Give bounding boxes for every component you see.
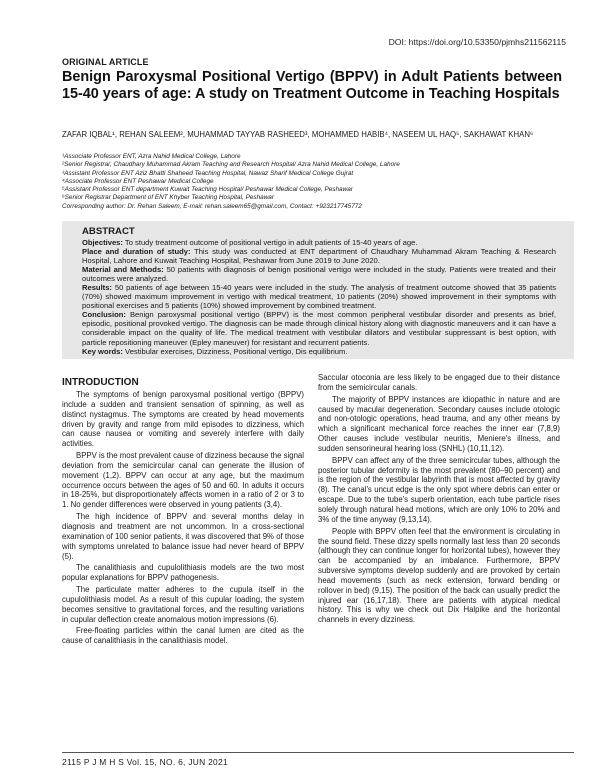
methods-text: 50 patients with diagnosis of benign positional vertigo were included in the study. Patients were treated and their outcomes were analyzed.: [82, 265, 556, 284]
right-paragraph-3: People with BPPV often feel that the environment is circulating in the sound field. These dizzy spells normally last less than 20 seconds (although they can continue longer for horizontal tubes), however they can be accompanied by an imbalance. Furthermore, BPPV subversive symptoms develop suddenly and are provoked by certain head movements (such as neck extension, forward bending or rollover in bed) (9,15). The position of the back can usually predict the injured ear (16,17,18). There are patients with atypical medical history. This is why we check out Dix Halpike and the horizontal channels in every dizziness.: [318, 526, 560, 625]
right-column: [318, 373, 560, 627]
affiliation-1: ¹Associate Professor ENT, Azra Nahid Medical College, Lahore: [62, 153, 241, 160]
abstract-place: [82, 247, 556, 265]
article-title: Benign Paroxysmal Positional Vertigo (BPPV) in Adult Patients between 15-40 years of age: A study on Treatment Outcome in Teaching Hospitals: [62, 69, 562, 103]
abstract-methods: [82, 265, 556, 283]
abstract-objectives: [82, 238, 556, 247]
introduction-heading: INTRODUCTION: [62, 377, 139, 388]
affiliation-2: ²Senior Registrar, Chaudhary Muhammad Akram Teaching and Research Hospital/ Azra Nahid Medical College, Lahore: [62, 161, 400, 169]
intro-paragraph-3: The high incidence of BPPV and several months delay in diagnosis and treatment are not uncommon. In a cross-sectional examination of 100 senior patients, it was discovered that 9% of those with symptoms unrelated to balance issue had never heard of BPPV (5).: [62, 512, 304, 561]
keywords-text: Vestibular exercises, Dizziness, Positional vertigo, Dis equilibrium.: [122, 346, 348, 356]
methods-label: Material and Methods:: [82, 265, 164, 275]
conclusion-label: Conclusion:: [82, 310, 126, 320]
affiliations: [62, 153, 562, 211]
article-type-label: ORIGINAL ARTICLE: [62, 57, 149, 67]
intro-paragraph-5: The particulate matter adheres to the cupula itself in the cupulolithiasis model. As a result of this cupular loading, the system becomes sensitive to gravitational forces, and the resulting variations in cupular deflection create anomalous motion impressions (6).: [62, 585, 304, 624]
objectives-text: To study treatment outcome of positional vertigo in adult patients of 15-40 years of age.: [122, 238, 418, 247]
right-paragraph-1: The majority of BPPV instances are idiopathic in nature and are caused by macular degeneration. Secondary causes include otologic and non-otologic operations, head trauma, and any other means by which a significant mechanical force reaches the inner ear (7,8,9) Other causes include vestibular neuritis, Meniere's illness, and sudden sensorineural hearing loss (SNHL) (10,11,12).: [318, 394, 560, 453]
affiliation-5: ⁵Assistant Professor ENT department Kuwait Teaching Hospital/ Peshawar Medical College, Peshawar: [62, 186, 353, 194]
left-column: [62, 377, 304, 648]
abstract-heading: ABSTRACT: [82, 226, 135, 237]
conclusion-text: Benign paroxysmal positional vertigo (BPPV) is the most common peripheral vestibular disorder and presents as brief, episodic, positional provoked vertigo. The diagnosis can be made through clinical history along with diagnostic maneuvers and it can have a considerable impact on the quality of life. The medical treatment with vestibular dilators and vestibular suppressant is best option, with particle repositioning maneuver (Epley maneuver) for resistant and recurrent patients.: [82, 310, 556, 347]
right-paragraph-continued: Saccular otoconia are less likely to be engaged due to their distance from the semicircular canals.: [318, 373, 560, 392]
abstract-results: [82, 283, 556, 310]
place-text: This study was conducted at ENT department of Chaudhary Muhammad Akram Teaching & Research Hospital, Lahore and Kuwait Teaching Hospital, Peshawar from June 2019 to June 2020.: [82, 247, 556, 266]
right-paragraph-2: BPPV can affect any of the three semicircular tubes, although the posterior tubular deformity is the most prevalent (80–90 percent) and is the region of the vestibular labyrinth that is most affected by gravity (8). The canal's uncut edge is the only spot where debris can enter or escape. Due to the tube's superb orientation, each tube particle rises solely through natural head motions, which are only 10% to 20% and 3% of the time anyway (9,13,14).: [318, 455, 560, 524]
intro-paragraph-2: BPPV is the most prevalent cause of dizziness because the signal deviation from the semicircular canal can generate the illusion of movement (1,2). BPPV can occur at any age, but the maximum occurrence occurs between the ages of 50 and 60. In adults it occurs in 18-25%, but disproportionately affects women in a ratio of 2 or 3 to 1. No gender differences were observed in young patients (3,4).: [62, 451, 304, 510]
intro-paragraph-1: The symptoms of benign paroxysmal positional vertigo (BPPV) include a sudden and transient sensation of spinning, as well as distinct nystagmus. The symptoms are created by head movements driven by gravity and range from mild episodes to dizziness, which can cause nausea or vomiting and severely interfere with daily activities.: [62, 390, 304, 449]
page-footer: 2115 P J M H S Vol. 15, NO. 6, JUN 2021: [62, 757, 228, 767]
corresponding-author: Corresponding author: Dr. Rehan Saleem, E-mail: rehan.saleem65@gmail.com, Contact: +923217745772: [62, 202, 362, 210]
abstract-box: [62, 221, 574, 359]
footer-rule: [62, 752, 574, 753]
affiliation-4: ⁴Associate Professor ENT Peshawar Medical College: [62, 177, 214, 185]
results-text: 50 patients of age between 15-40 years were included in the study. The analysis of treatment outcome showed that 35 patients (70%) showed maximum improvement in vertigo with medical treatment, 10 patients (20%) showed improvement in their symptoms with positional exercises and 5 patients (10%) showed improvement by combined treatment.: [82, 283, 556, 311]
affiliation-3: ³Assistant Professor ENT Aziz Bhatti Shaheed Teaching Hospital, Nawaz Sharif Medical College Gujrat: [62, 169, 354, 177]
keywords-label: Key words:: [82, 346, 123, 356]
affiliation-6: ⁶Senior Registrar Department of ENT Khyber Teaching Hospital, Peshawar: [62, 194, 274, 202]
abstract-conclusion: [82, 310, 556, 346]
intro-paragraph-6: Free-floating particles within the canal lumen are cited as the cause of canalithiasis in the canalithiasis model.: [62, 626, 304, 646]
abstract-keywords: [82, 347, 556, 356]
place-label: Place and duration of study:: [82, 247, 191, 257]
results-label: Results:: [82, 283, 112, 293]
author-list: ZAFAR IQBAL¹, REHAN SALEEM², MUHAMMAD TAYYAB RASHEED³, MOHAMMED HABIB⁴, NASEEM UL HAQ⁵, SAKHAWAT KHAN⁶: [62, 130, 534, 139]
intro-paragraph-4: The canalithiasis and cupulolithiasis models are the two most popular explanations for BPPV pathogenesis.: [62, 563, 304, 583]
objectives-label: Objectives:: [82, 238, 123, 247]
doi-link[interactable]: DOI: https://doi.org/10.53350/pjmhs211562115: [388, 37, 566, 47]
